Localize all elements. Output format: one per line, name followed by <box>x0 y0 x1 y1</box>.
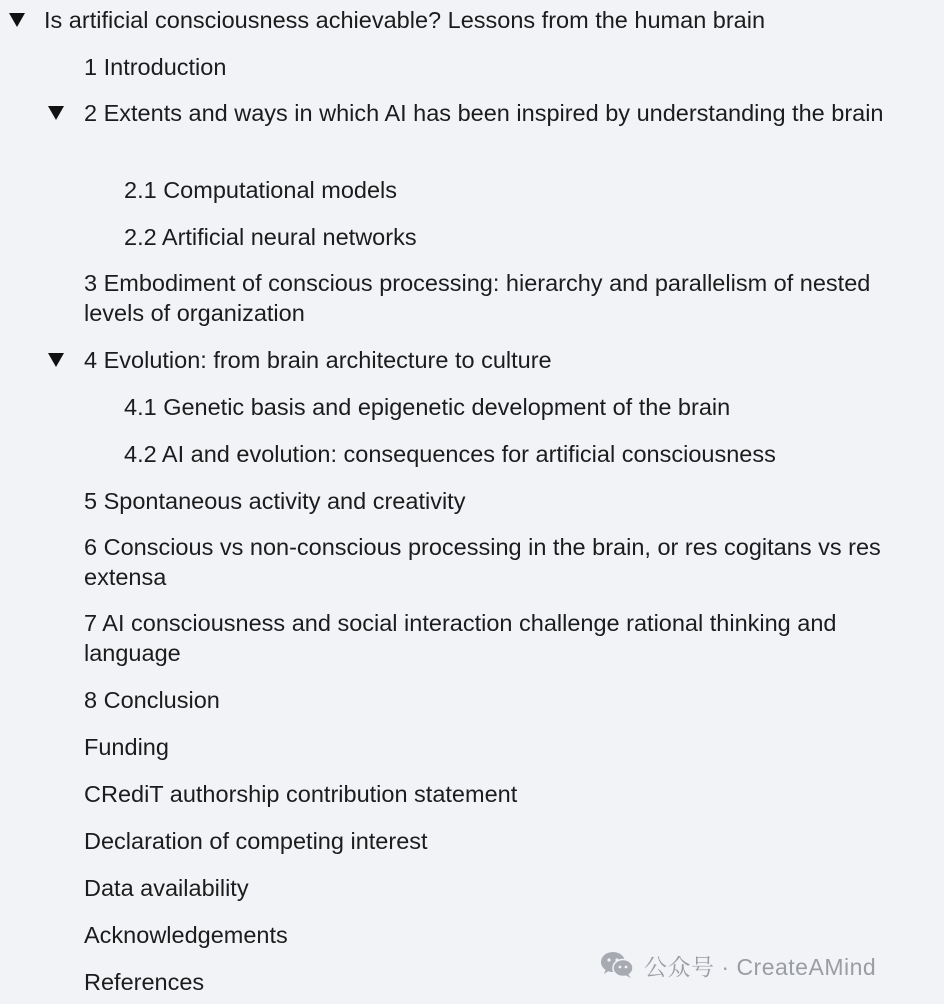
toc-item-label: 8 Conclusion <box>84 687 220 713</box>
toc-item-label: 3 Embodiment of conscious processing: hierarchy and parallelism of nested levels of organization <box>84 270 871 326</box>
toc-item-data-availability[interactable] <box>84 873 249 903</box>
collapse-triangle-icon[interactable] <box>9 13 25 27</box>
toc-item-section-5[interactable] <box>84 486 465 516</box>
toc-item-label: 7 AI consciousness and social interaction challenge rational thinking and language <box>84 610 837 666</box>
toc-item-label: Funding <box>84 734 169 760</box>
toc-item-label: References <box>84 969 205 995</box>
collapse-triangle-icon[interactable] <box>48 353 64 367</box>
toc-item-label: 6 Conscious vs non-conscious processing in the brain, or res cogitans vs res extensa <box>84 534 881 590</box>
toc-item-label: 2.2 Artificial neural networks <box>124 224 417 250</box>
toc-item-section-3[interactable] <box>84 268 884 328</box>
toc-item-label: 4 Evolution: from brain architecture to culture <box>84 347 552 373</box>
toc-item-label: 2 Extents and ways in which AI has been inspired by understanding the brain <box>84 100 884 126</box>
toc-item-acknowledgements[interactable] <box>84 920 288 950</box>
toc-item-label: Acknowledgements <box>84 922 288 948</box>
toc-item-funding[interactable] <box>84 732 169 762</box>
toc-item-section-4[interactable] <box>84 345 552 375</box>
toc-item-label: 4.2 AI and evolution: consequences for artificial consciousness <box>124 441 776 467</box>
toc-root-title[interactable] <box>44 5 765 35</box>
toc-item-label: 1 Introduction <box>84 54 227 80</box>
toc-item-section-2[interactable] <box>84 98 914 128</box>
toc-item-section-4-2[interactable] <box>124 439 776 469</box>
toc-item-section-6[interactable] <box>84 532 934 592</box>
toc-item-label: 5 Spontaneous activity and creativity <box>84 488 466 514</box>
toc-item-credit-statement[interactable] <box>84 779 517 809</box>
toc-item-section-4-1[interactable] <box>124 392 730 422</box>
toc-item-references[interactable] <box>84 967 204 997</box>
toc-item-section-2-1[interactable] <box>124 175 397 205</box>
toc-item-label: 4.1 Genetic basis and epigenetic development of the brain <box>124 394 731 420</box>
toc-item-section-2-2[interactable] <box>124 222 417 252</box>
watermark <box>600 950 876 980</box>
collapse-triangle-icon[interactable] <box>48 106 64 120</box>
toc-item-introduction[interactable] <box>84 52 226 82</box>
toc-item-label: 2.1 Computational models <box>124 177 398 203</box>
toc-item-label: Declaration of competing interest <box>84 828 428 854</box>
toc-item-competing-interest[interactable] <box>84 826 428 856</box>
toc-item-label: Data availability <box>84 875 249 901</box>
watermark-text: 公众号 · CreateAMind <box>644 953 877 980</box>
toc-root-title-label: Is artificial consciousness achievable? Lessons from the human brain <box>44 7 766 33</box>
wechat-icon <box>600 951 634 979</box>
toc-item-section-7[interactable] <box>84 608 929 668</box>
toc-item-label: CRediT authorship contribution statement <box>84 781 518 807</box>
toc-item-section-8[interactable] <box>84 685 220 715</box>
